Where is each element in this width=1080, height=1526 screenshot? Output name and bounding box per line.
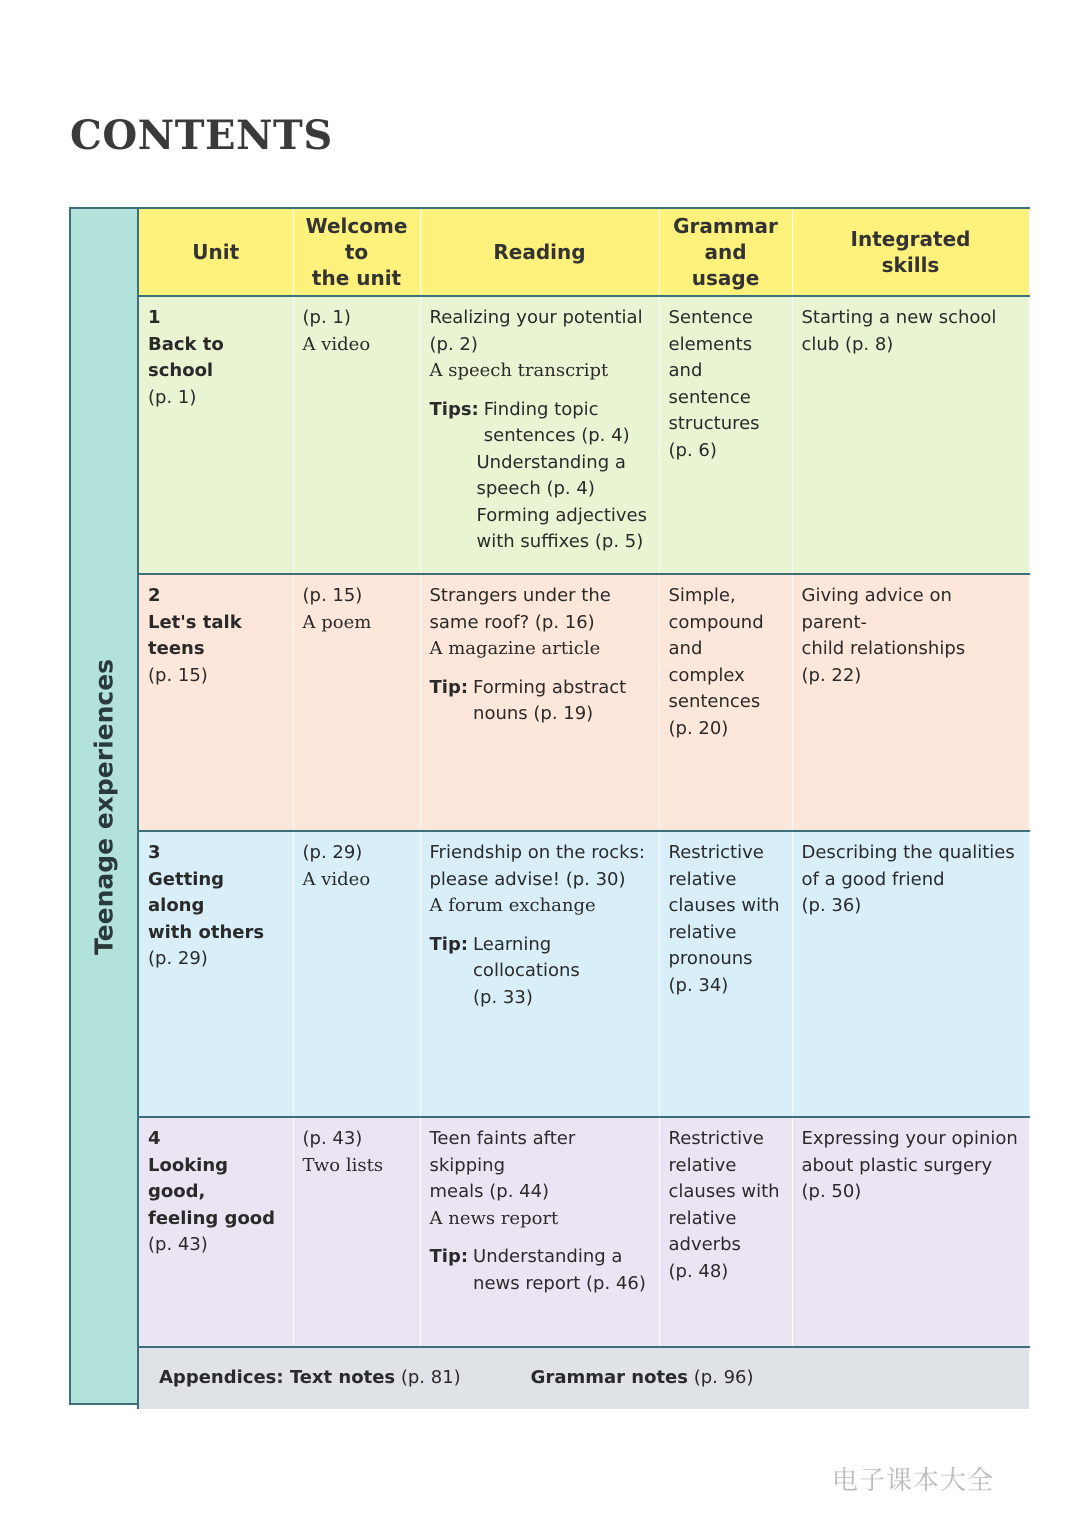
unit-page: (p. 29) — [148, 948, 208, 969]
theme-label: Teenage experiences — [89, 658, 119, 956]
appendices-text-notes-page: (p. 81) — [395, 1367, 461, 1389]
reading-tips — [430, 675, 650, 728]
reading-title: Strangers under the same roof? (p. 16) — [429, 585, 611, 633]
unit-page: (p. 43) — [148, 1234, 208, 1255]
header-row — [138, 209, 1029, 296]
reading-cell — [420, 574, 659, 831]
welcome-cell — [293, 831, 420, 1117]
reading-tips — [430, 1244, 650, 1297]
unit-page: (p. 1) — [148, 386, 197, 408]
unit-row — [138, 831, 1029, 1117]
unit-cell — [138, 574, 293, 831]
tip-item: Forming abstract nouns (p. 19) — [473, 676, 627, 724]
unit-title[interactable]: Looking good, feeling good — [148, 1154, 276, 1229]
header-skills: Integrated skills — [792, 209, 1029, 296]
header-grammar: Grammar and usage — [659, 209, 792, 296]
appendices-cell — [138, 1347, 1029, 1409]
header-reading: Reading — [420, 209, 659, 296]
reading-cell — [420, 296, 659, 574]
tip-item: Understanding a speech (p. 4) — [476, 451, 626, 499]
tip-label: Tips: — [429, 398, 479, 420]
skills-cell: Giving advice on parent- child relationships (p. 22) — [792, 574, 1029, 831]
contents-table — [137, 209, 1030, 1409]
reading-tips — [430, 397, 650, 556]
welcome-cell — [293, 1117, 420, 1347]
welcome-cell — [293, 296, 420, 574]
unit-cell — [138, 1117, 293, 1347]
unit-title[interactable]: Back to school — [148, 333, 224, 381]
watermark: 电子课本大全 — [832, 1466, 995, 1496]
reading-type: A magazine article — [429, 638, 601, 659]
unit-row — [138, 574, 1029, 831]
theme-sidebar — [71, 209, 137, 1403]
unit-number: 2 — [148, 585, 161, 606]
unit-cell — [138, 831, 293, 1117]
grammar-notes-label[interactable]: Grammar notes — [530, 1367, 688, 1389]
grammar-cell: Simple, compound and complex sentences (p. 20) — [659, 574, 792, 831]
welcome-type: A poem — [302, 611, 372, 633]
skills-cell: Describing the qualities of a good friend (p. 36) — [792, 831, 1029, 1117]
unit-cell — [138, 296, 293, 574]
unit-number: 1 — [148, 307, 161, 328]
skills-cell: Expressing your opinion about plastic surgery (p. 50) — [792, 1117, 1029, 1347]
tip-item: Understanding a news report (p. 46) — [473, 1246, 646, 1294]
tip-label: Tip: — [429, 1246, 469, 1267]
page-title: CONTENTS — [70, 112, 333, 159]
unit-number: 4 — [148, 1128, 161, 1149]
welcome-cell — [293, 574, 420, 831]
header-welcome: Welcome to the unit — [293, 209, 420, 296]
grammar-notes-page: (p. 96) — [687, 1367, 754, 1389]
welcome-type: A video — [302, 333, 371, 355]
appendices-row — [138, 1347, 1029, 1409]
skills-cell: Starting a new school club (p. 8) — [792, 296, 1029, 574]
tip-label: Tip: — [429, 933, 469, 955]
grammar-cell: Restrictive relative clauses with relative pronouns (p. 34) — [659, 831, 792, 1117]
appendices-text-notes-label[interactable]: Appendices: Text notes — [159, 1367, 396, 1389]
reading-cell — [420, 831, 659, 1117]
grammar-cell: Restrictive relative clauses with relative adverbs (p. 48) — [659, 1117, 792, 1347]
welcome-page: (p. 29) — [302, 842, 363, 863]
reading-tips — [430, 932, 650, 1012]
unit-page: (p. 15) — [148, 664, 208, 686]
reading-type: A forum exchange — [429, 895, 596, 916]
unit-number: 3 — [148, 842, 161, 863]
tip-label: Tip: — [429, 676, 469, 698]
welcome-page: (p. 1) — [302, 307, 351, 328]
contents-table-frame — [69, 207, 1030, 1405]
reading-type: A news report — [429, 1207, 559, 1229]
welcome-type: A video — [302, 868, 371, 890]
reading-title: Teen faints after skipping meals (p. 44) — [429, 1128, 576, 1202]
header-unit: Unit — [138, 209, 293, 296]
welcome-type: Two lists — [302, 1154, 384, 1176]
reading-type: A speech transcript — [429, 360, 609, 381]
tip-item: Finding topic sentences (p. 4) — [483, 398, 630, 446]
grammar-cell: Sentence elements and sentence structures (p. 6) — [659, 296, 792, 574]
unit-title[interactable]: Getting along with others — [148, 868, 265, 943]
unit-row — [138, 296, 1029, 574]
welcome-page: (p. 43) — [302, 1128, 363, 1149]
tip-item: Forming adjectives with suffixes (p. 5) — [476, 504, 647, 552]
unit-title[interactable]: Let's talk teens — [148, 611, 242, 659]
reading-cell — [420, 1117, 659, 1347]
tip-item: Learning collocations (p. 33) — [473, 933, 580, 1008]
reading-title: Realizing your potential (p. 2) — [429, 307, 643, 355]
reading-title: Friendship on the rocks: please advise! (p. 30) — [429, 842, 645, 890]
unit-row — [138, 1117, 1029, 1347]
welcome-page: (p. 15) — [302, 585, 363, 606]
